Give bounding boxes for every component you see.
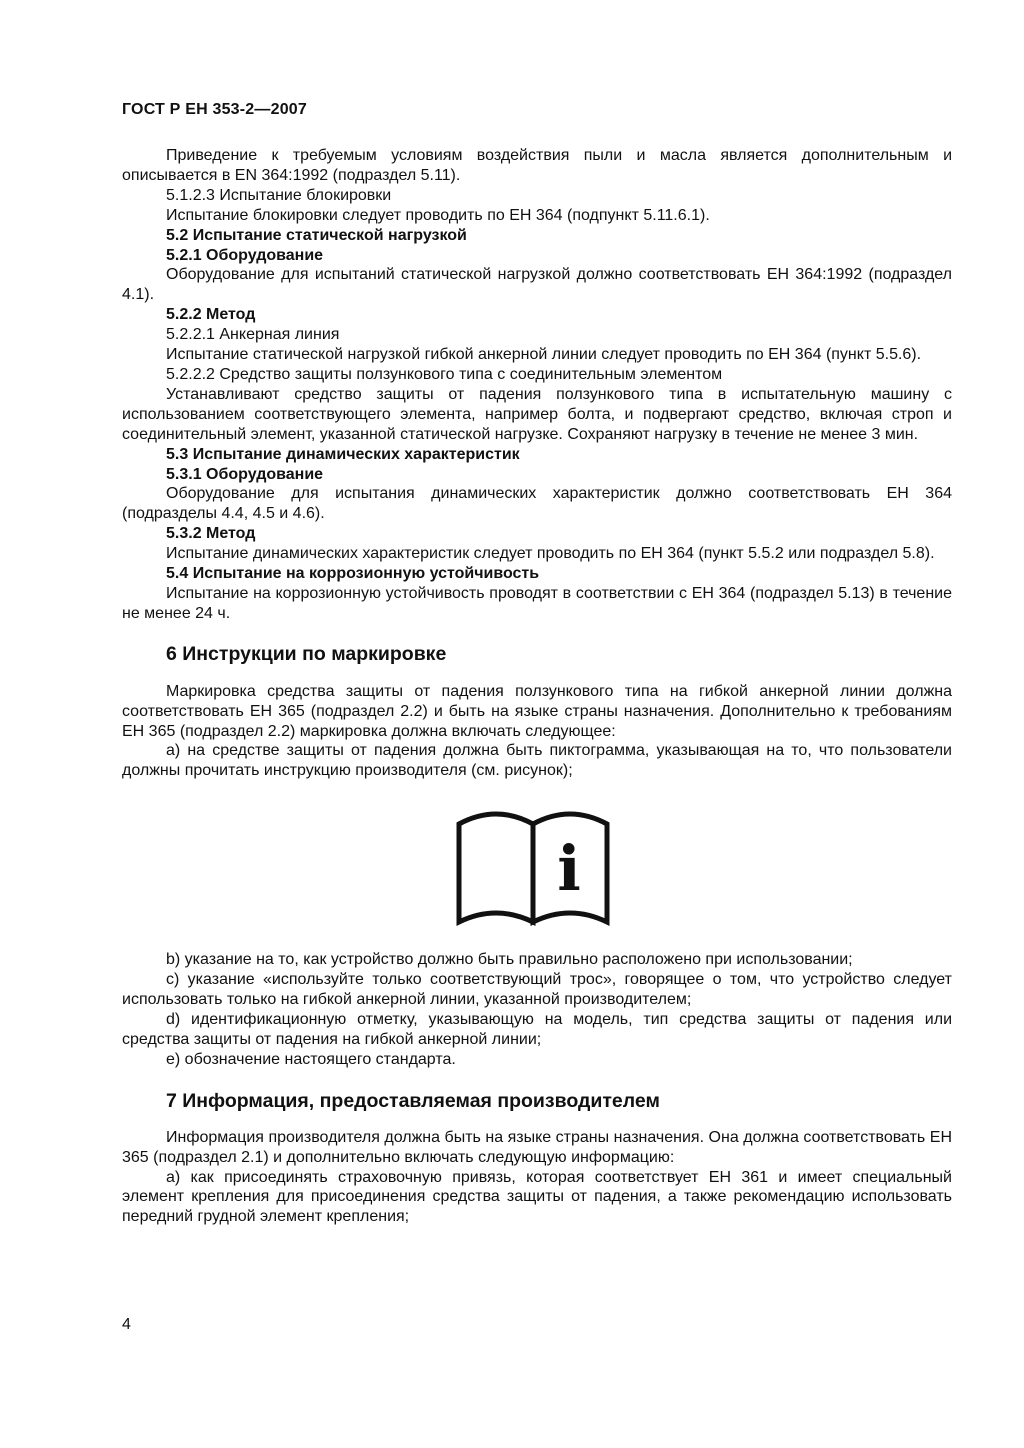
subclause-heading: 5.1.2.3 Испытание блокировки bbox=[166, 186, 392, 204]
paragraph: Маркировка средства защиты от падения ползункового типа на гибкой анкерной линии должна соответствовать ЕН 365 (подраздел 2.2) и быть на языке страны назначения. Дополнительно к требованиям ЕН 365 (подраздел 2.2) маркировка должна включать следующее: bbox=[122, 682, 952, 740]
clause-heading: 5.2.1 Оборудование bbox=[166, 246, 324, 264]
info-glyph: i bbox=[557, 832, 581, 906]
paragraph: Испытание динамических характеристик следует проводить по ЕН 364 (пункт 5.5.2 или подраздел 5.8). bbox=[166, 545, 935, 563]
list-item: a) как присоединять страховочную привязь, которая соответствует ЕН 361 и имеет специальный элемент крепления для присоединения средства защиты от падения, а также рекомендацию использовать передний грудной элемент крепления; bbox=[122, 1168, 952, 1226]
page-body bbox=[122, 146, 952, 1227]
list-item: a) на средстве защиты от падения должна быть пиктограмма, указывающая на то, что пользователи должны прочитать инструкцию производителя (см. рисунок); bbox=[122, 742, 952, 780]
paragraph: Оборудование для испытаний статической нагрузкой должно соответствовать ЕН 364:1992 (подраздел 4.1). bbox=[122, 266, 952, 304]
subclause-heading: 5.2.2.2 Средство защиты ползункового типа с соединительным элементом bbox=[166, 365, 723, 383]
clause-heading: 5.3.2 Метод bbox=[166, 525, 256, 543]
list-item: c) указание «используйте только соответствующий трос», говорящее о том, что устройство следует использовать только на гибкой анкерной линии, указанной производителем; bbox=[122, 971, 952, 1009]
paragraph: Информация производителя должна быть на языке страны назначения. Она должна соответствовать ЕН 365 (подраздел 2.1) и дополнительно включать следующую информацию: bbox=[122, 1128, 952, 1166]
clause-heading: 5.3.1 Оборудование bbox=[166, 465, 324, 483]
clause-heading: 5.4 Испытание на коррозионную устойчивость bbox=[166, 565, 540, 583]
list-item: e) обозначение настоящего стандарта. bbox=[166, 1050, 456, 1068]
read-instructions-icon bbox=[456, 802, 610, 926]
subclause-heading: 5.2.2.1 Анкерная линия bbox=[166, 326, 340, 344]
clause-heading: 5.2.2 Метод bbox=[166, 306, 256, 324]
paragraph: Оборудование для испытания динамических характеристик должно соответствовать ЕН 364 (подразделы 4.4, 4.5 и 4.6). bbox=[122, 485, 952, 523]
pictogram-figure bbox=[114, 781, 952, 950]
section-6-title: 6 Инструкции по маркировке bbox=[166, 642, 447, 665]
section-7-title: 7 Информация, предоставляемая производителем bbox=[166, 1089, 660, 1112]
paragraph: Приведение к требуемым условиям воздействия пыли и масла является дополнительным и описывается в EN 364:1992 (подраздел 5.11). bbox=[122, 147, 952, 184]
clause-heading: 5.3 Испытание динамических характеристик bbox=[166, 445, 520, 463]
document-header: ГОСТ Р ЕН 353-2—2007 bbox=[122, 101, 307, 118]
paragraph: Устанавливают средство защиты от падения ползункового типа в испытательную машину с использованием соответствующего элемента, например болта, и подвергают средство, включая строп и соединительный элемент, указанной статической нагрузке. Сохраняют нагрузку в течение не менее 3 мин. bbox=[122, 385, 952, 443]
paragraph: Испытание статической нагрузкой гибкой анкерной линии следует проводить по ЕН 364 (пункт 5.5.6). bbox=[166, 346, 922, 364]
list-item: d) идентификационную отметку, указывающую на модель, тип средства защиты от падения или средства защиты от падения на гибкой анкерной линии; bbox=[122, 1011, 952, 1048]
page-number: 4 bbox=[122, 1316, 131, 1333]
paragraph: Испытание на коррозионную устойчивость проводят в соответствии с ЕН 364 (подраздел 5.13) в течение не менее 24 ч. bbox=[122, 584, 952, 622]
list-item: b) указание на то, как устройство должно быть правильно расположено при использовании; bbox=[166, 951, 853, 969]
clause-heading: 5.2 Испытание статической нагрузкой bbox=[166, 226, 467, 244]
paragraph: Испытание блокировки следует проводить по ЕН 364 (подпункт 5.11.6.1). bbox=[166, 206, 710, 224]
